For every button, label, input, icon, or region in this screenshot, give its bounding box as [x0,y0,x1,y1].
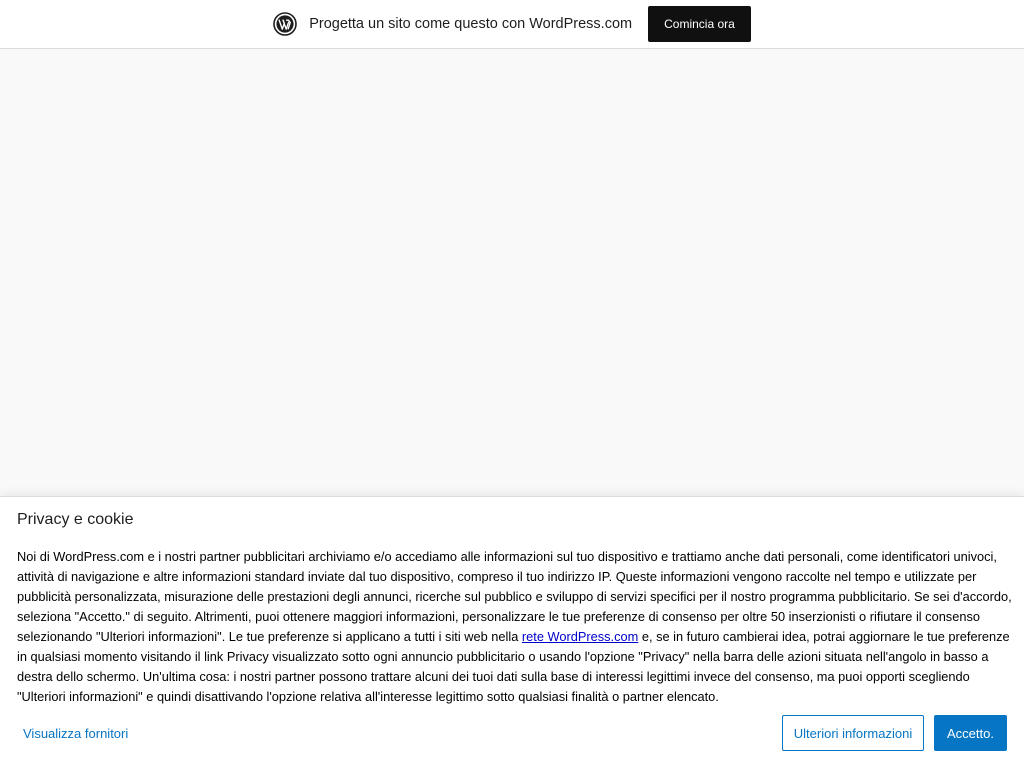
banner-body-part2: e, se in futuro cambierai idea, potrai aggiornare le tue preferenze in qualsiasi momento visitando il link Privacy visualizzato sotto ogni annuncio pubblicitario o usando l'opzione "Privacy" nella barra delle azioni situata nell'angolo in basso a destra dello schermo. Un'ultima cosa: i nostri partner possono trattare alcuni dei tuoi dati sulla base di interessi legittimi invece del consenso, ma puoi opporti scegliendo "Ulteriori informazioni" e quindi disattivando l'opzione relativa all'interesse legittimo sotto qualsiasi finalità o partner elencato. [17,629,1010,704]
banner-title: Privacy e cookie [17,511,134,528]
page-content-area [0,49,1024,497]
wordpress-network-link[interactable]: rete WordPress.com [521,629,639,644]
banner-body [17,547,1012,707]
wpcom-promo-bar [0,0,1024,49]
start-now-button[interactable]: Comincia ora [648,6,751,42]
wordpress-logo-icon[interactable] [273,12,297,36]
promo-text: Progetta un sito come questo con WordPress.com [309,16,633,32]
accept-button[interactable]: Accetto. [934,715,1007,751]
view-vendors-link[interactable]: Visualizza fornitori [23,726,129,741]
more-info-button[interactable]: Ulteriori informazioni [782,715,924,751]
banner-actions [0,715,1024,753]
banner-body-part1: Noi di WordPress.com e i nostri partner pubblicitari archiviamo e/o accediamo alle informazioni sul tuo dispositivo e trattiamo anche dati personali, come identificatori univoci, attività di navigazione e altre informazioni standard inviate dal tuo dispositivo, compreso il tuo indirizzo IP. Queste informazioni vengono raccolte nel tempo e utilizzate per pubblicità personalizzata, misurazione delle prestazioni degli annunci, ricerche sul pubblico e sviluppo di servizi specifici per il nostro programma pubblicitario. Se sei d'accordo, seleziona "Accetto." di seguito. Altrimenti, puoi ottenere maggiori informazioni, personalizzare le tue preferenze di consenso per oltre 50 inserzionisti o rifiutare il consenso selezionando "Ulteriori informazioni". Le tue preferenze si applicano a tutti i siti web nella [17,549,1012,644]
privacy-cookie-banner [0,496,1024,768]
